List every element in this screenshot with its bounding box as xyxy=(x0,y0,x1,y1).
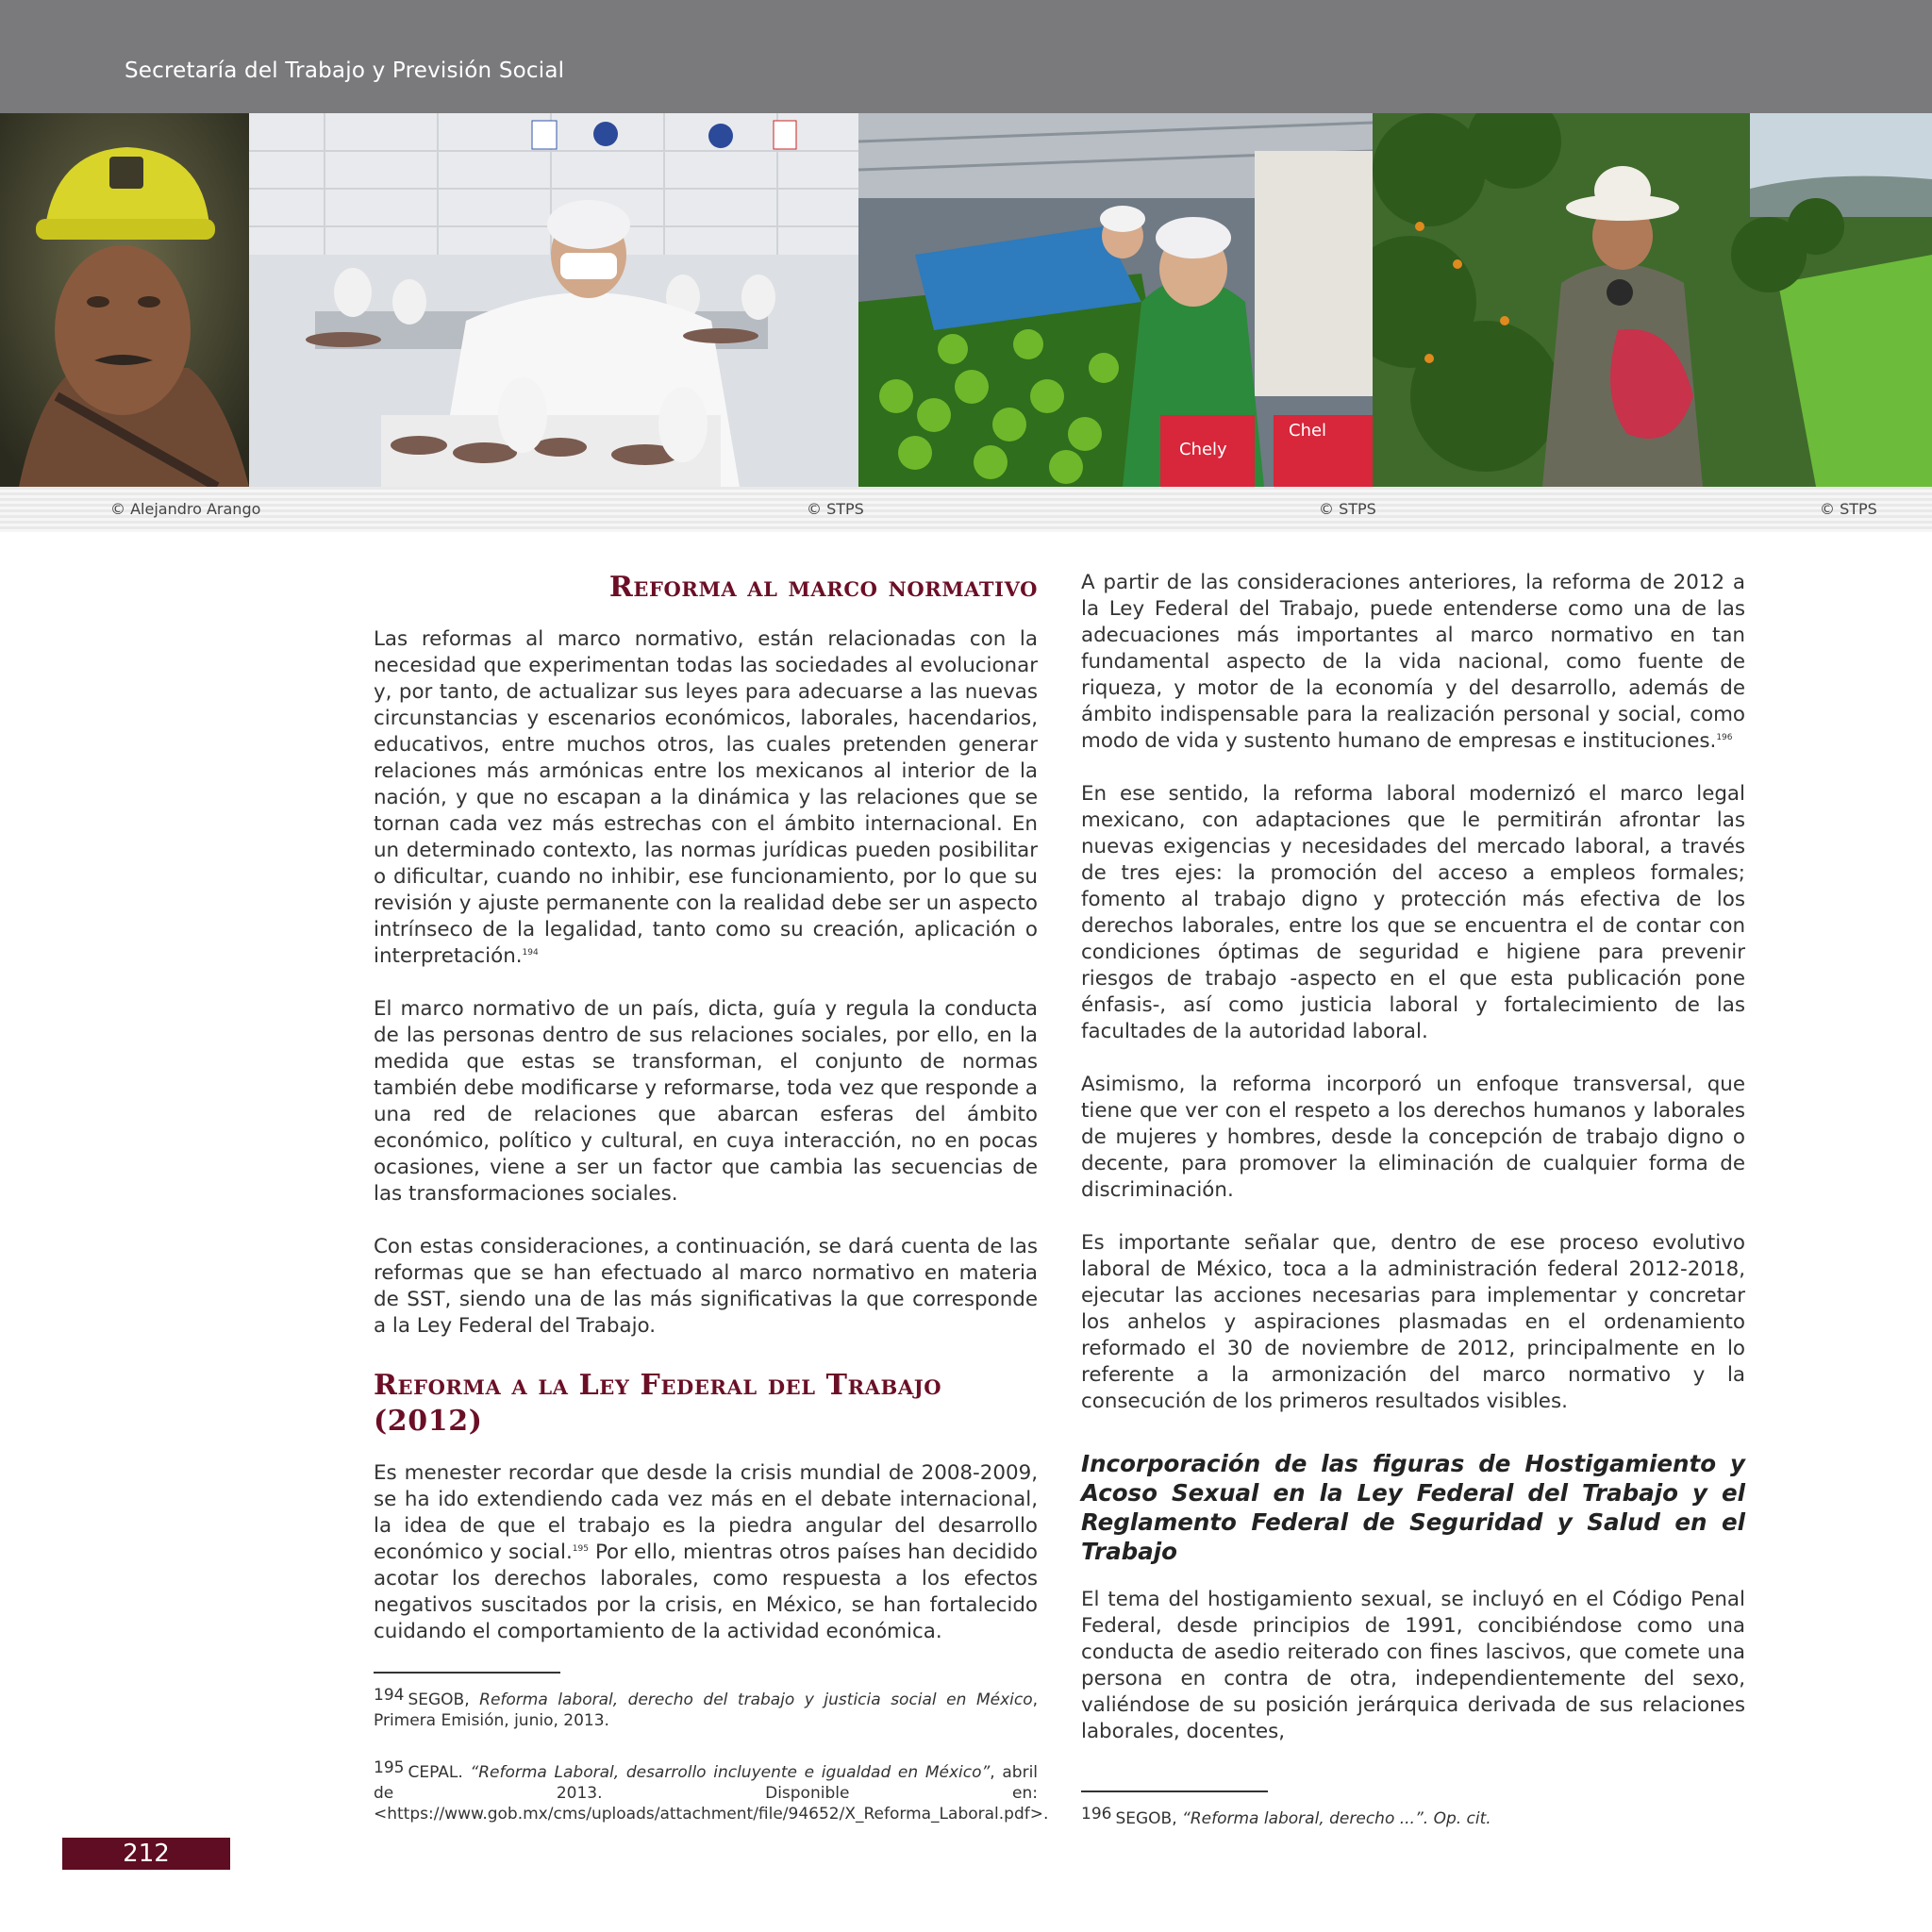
photo-miner xyxy=(0,113,249,487)
paragraph: Con estas consideraciones, a continuación, se dará cuenta de las reformas que se han efectuado al marco normativo en materia de SST, siendo una de las más significativas la que corresponde a la Ley Federal del Trabajo. xyxy=(374,1235,1038,1338)
footnote-divider xyxy=(1081,1790,1268,1792)
photo-credit: © STPS xyxy=(1319,500,1376,518)
paragraph: El marco normativo de un país, dicta, guía y regula la conducta de las personas dentro de sus relaciones sociales, por ello, en la medida que estas se transforman, el conjunto de normas también debe modificarse y reformarse, toda vez que responde a una red de relaciones que abarcan esferas del ámbito económico, político y cultural, en cuya interacción, no en pocas ocasiones, viene a ser un factor que cambia las secuencias de las transformaciones sociales. xyxy=(374,997,1038,1206)
paragraph: Es importante señalar que, dentro de ese proceso evolutivo laboral de México, toca a la administración federal 2012-2018, ejecutar las acciones necesarias para implementar y concretar los anhelos y aspiraciones plasmadas en el ordenamiento reformado el 30 de noviembre de 2012, principalmente en lo referente a la armonización del marco normativo y la consecución de los primeros resultados visibles. xyxy=(1081,1231,1745,1413)
photo-credits-strip xyxy=(0,487,1932,532)
paragraph: Es menester recordar que desde la crisis mundial de 2008-2009, se ha ido extendiendo cada vez más en el debate internacional, la idea de que el trabajo es la piedra angular del desarrollo económico y social.$^{195}$ Por ello, mientras otros países han decidido acotar los derechos laborales, como respuesta a los efectos negativos suscitados por la crisis, en México, se han fortalecido cuidando el comportamiento de la actividad económica. xyxy=(374,1461,1038,1643)
photo-credit: © STPS xyxy=(1820,500,1877,518)
footnote-divider xyxy=(374,1672,560,1674)
footnote-ref: 194 xyxy=(522,947,539,958)
header-bar xyxy=(0,0,1932,113)
section-heading: Reforma a la Ley Federal del Trabajo (2012) xyxy=(374,1369,942,1438)
photo-farmer-field xyxy=(1373,113,1932,487)
footnote: 195 CEPAL. “Reforma Laboral, desarrollo incluyente e igualdad en México”, abril de 2013. Disponible en: <https://www.gob.mx/cms/uploads/attachment/file/94652/X_Reforma_Laboral.pdf>. xyxy=(374,1758,1049,1824)
photo-credit: © STPS xyxy=(807,500,864,518)
photo-credit: © Alejandro Arango xyxy=(110,500,261,518)
photo-strip xyxy=(0,113,1932,487)
svg-text:Chely: Chely xyxy=(1179,440,1227,459)
subsection-heading: Incorporación de las figuras de Hostigamiento y Acoso Sexual en la Ley Federal del Trabajo y el Reglamento Federal de Seguridad y Salud en el Trabajo xyxy=(1081,1450,1745,1565)
svg-text:Chel: Chel xyxy=(1289,421,1327,441)
left-column xyxy=(374,570,1049,1851)
header-title: Secretaría del Trabajo y Previsión Social xyxy=(125,58,565,83)
photo-limes-sorting xyxy=(858,113,1373,487)
footnote: 194 SEGOB, Reforma laboral, derecho del trabajo y justicia social en México, Primera Emisión, junio, 2013. xyxy=(374,1686,1039,1730)
paragraph: Las reformas al marco normativo, están relacionadas con la necesidad que experimentan todas las sociedades al evolucionar y, por tanto, de actualizar sus leyes para adecuarse a las nuevas circunstancias y escenarios económicos, laborales, hacendarios, educativos, entre muchos otros, las cuales pretenden generar relaciones más armónicas entre los mexicanos al interior de la nación, y que no escapan a la dinámica y las relaciones que se tornan cada vez más estrechas con el ámbito internacional. En un determinado contexto, las normas jurídicas pueden posibilitar o dificultar, cuando no inhibir, ese funcionamiento, por lo que su revisión y ajuste permanente con la realidad debe ser un aspecto intrínseco de la legalidad, tanto como su creación, aplicación o interpretación.$^{194}$ xyxy=(374,627,1038,968)
paragraph: En ese sentido, la reforma laboral modernizó el marco legal mexicano, con adaptaciones que le permitirán afrontar las nuevas exigencias y necesidades del mercado laboral, a través de tres ejes: la promoción del acceso a empleos formales; fomento al trabajo digno y protección más efectiva de los derechos laborales, entre los que se encuentra el de contar con condiciones óptimas de seguridad e higiene para prevenir riesgos de trabajo -aspecto en el que esta publicación pone énfasis-, así como justicia laboral y fortalecimiento de las facultades de la autoridad laboral. xyxy=(1081,782,1745,1043)
paragraph: El tema del hostigamiento sexual, se incluyó en el Código Penal Federal, desde principios de 1991, concibiéndose como una conducta de asedio reiterado con fines lascivos, que comete una persona en contra de otra, independientemente del sexo, valiéndose de su posición jerárquica derivada de sus relaciones laborales, docentes, xyxy=(1081,1588,1745,1743)
footnote-ref: 195 xyxy=(572,1543,589,1554)
footnote-ref: 196 xyxy=(1716,732,1733,742)
right-column xyxy=(1081,570,1745,1856)
section-heading: Reforma al marco normativo xyxy=(608,571,1038,604)
page-number: 212 xyxy=(62,1838,230,1870)
paragraph: A partir de las consideraciones anteriores, la reforma de 2012 a la Ley Federal del Trabajo, puede entenderse como una de las adecuaciones más importantes al marco normativo en tan fundamental aspecto de la vida nacional, como fuente de riqueza, y motor de la economía y del desarrollo, además de ámbito indispensable para la realización personal y social, como modo de vida y sustento humano de empresas e instituciones.$^{196}$ xyxy=(1081,571,1745,753)
photo-food-processing xyxy=(249,113,858,487)
paragraph: Asimismo, la reforma incorporó un enfoque transversal, que tiene que ver con el respeto a los derechos humanos y laborales de mujeres y hombres, desde la concepción de trabajo digno o decente, para promover la eliminación de cualquier forma de discriminación. xyxy=(1081,1073,1745,1202)
footnote: 196 SEGOB, “Reforma laboral, derecho ...”. Op. cit. xyxy=(1081,1805,1491,1828)
